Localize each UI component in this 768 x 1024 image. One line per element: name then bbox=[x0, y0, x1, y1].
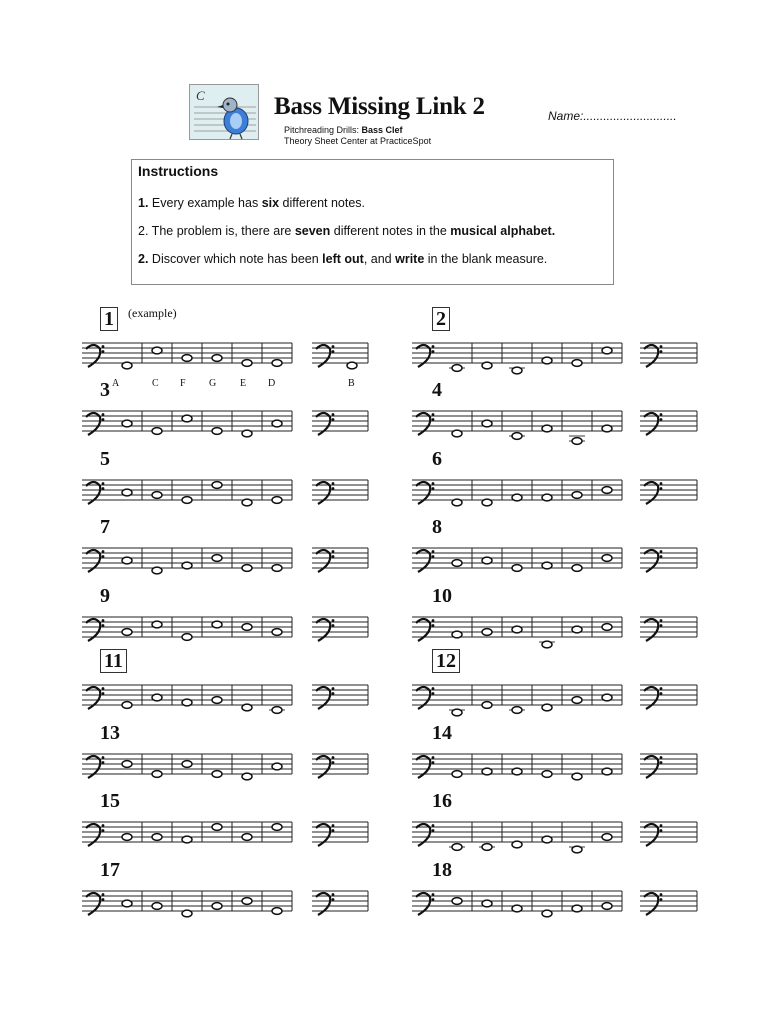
whole-note bbox=[212, 697, 222, 704]
clef-dot bbox=[432, 619, 435, 622]
whole-note bbox=[452, 430, 462, 437]
whole-note bbox=[122, 834, 132, 841]
subtitle-source: Theory Sheet Center at PracticeSpot bbox=[284, 136, 432, 146]
exercise-2 bbox=[412, 341, 697, 374]
whole-note bbox=[212, 824, 222, 831]
clef-dot bbox=[102, 624, 105, 627]
answer-letter: C bbox=[152, 378, 159, 389]
clef-dot bbox=[332, 482, 335, 485]
clef-dot bbox=[332, 555, 335, 558]
clef-dot bbox=[102, 413, 105, 416]
clef-dot bbox=[102, 418, 105, 421]
clef-dot bbox=[332, 692, 335, 695]
whole-note bbox=[602, 903, 612, 910]
whole-note bbox=[572, 697, 582, 704]
clef-dot bbox=[102, 345, 105, 348]
whole-note bbox=[452, 844, 462, 851]
whole-note bbox=[542, 562, 552, 569]
whole-note bbox=[212, 355, 222, 362]
whole-note bbox=[572, 846, 582, 853]
whole-note bbox=[182, 355, 192, 362]
clef-dot bbox=[332, 350, 335, 353]
whole-note bbox=[122, 557, 132, 564]
exercise-9 bbox=[82, 615, 368, 641]
clef-dot bbox=[432, 487, 435, 490]
whole-note bbox=[347, 362, 357, 369]
clef-dot bbox=[432, 413, 435, 416]
clef-dot bbox=[102, 350, 105, 353]
whole-note bbox=[242, 624, 252, 631]
whole-note bbox=[122, 362, 132, 369]
clef-dot bbox=[102, 550, 105, 553]
whole-note bbox=[152, 834, 162, 841]
instruction-emphasis: left out bbox=[322, 252, 364, 266]
exercise-12 bbox=[412, 683, 697, 716]
example-note: (example) bbox=[128, 306, 177, 320]
clef-dot bbox=[332, 761, 335, 764]
clef-dot bbox=[660, 824, 663, 827]
whole-note bbox=[152, 621, 162, 628]
whole-note bbox=[122, 900, 132, 907]
clef-dot bbox=[102, 898, 105, 901]
whole-note bbox=[182, 415, 192, 422]
whole-note bbox=[602, 425, 612, 432]
clef-dot bbox=[332, 756, 335, 759]
exercise-10 bbox=[412, 615, 697, 648]
whole-note bbox=[152, 771, 162, 778]
instruction-emphasis: seven bbox=[294, 224, 331, 238]
exercise-number: 18 bbox=[432, 859, 452, 881]
whole-note bbox=[272, 707, 282, 714]
page-title: Bass Missing Link 2 bbox=[274, 93, 485, 120]
whole-note bbox=[212, 555, 222, 562]
clef-dot bbox=[432, 898, 435, 901]
whole-note bbox=[182, 761, 192, 768]
clef-dot bbox=[432, 687, 435, 690]
whole-note bbox=[272, 763, 282, 770]
exercise-16 bbox=[412, 820, 697, 853]
instruction-emphasis: musical alphabet. bbox=[450, 224, 556, 238]
clef-dot bbox=[332, 624, 335, 627]
whole-note bbox=[482, 844, 492, 851]
clef-dot bbox=[102, 692, 105, 695]
instruction-emphasis: write bbox=[395, 252, 425, 266]
whole-note bbox=[212, 621, 222, 628]
whole-note bbox=[272, 824, 282, 831]
whole-note bbox=[512, 367, 522, 374]
whole-note bbox=[452, 365, 462, 372]
exercise-number: 5 bbox=[100, 448, 110, 470]
whole-note bbox=[542, 910, 552, 917]
whole-note bbox=[542, 494, 552, 501]
whole-note bbox=[572, 360, 582, 367]
whole-note bbox=[272, 497, 282, 504]
clef-dot bbox=[660, 350, 663, 353]
instruction-text: different notes in the bbox=[330, 224, 451, 238]
exercise-number: 9 bbox=[100, 585, 110, 607]
whole-note bbox=[512, 905, 522, 912]
whole-note bbox=[152, 347, 162, 354]
whole-note bbox=[452, 771, 462, 778]
whole-note bbox=[452, 631, 462, 638]
whole-note bbox=[272, 360, 282, 367]
clef-dot bbox=[332, 893, 335, 896]
whole-note bbox=[602, 694, 612, 701]
whole-note bbox=[512, 433, 522, 440]
exercise-6 bbox=[412, 478, 697, 506]
clef-dot bbox=[660, 487, 663, 490]
whole-note bbox=[182, 836, 192, 843]
clef-dot bbox=[102, 756, 105, 759]
clef-dot bbox=[102, 555, 105, 558]
whole-note bbox=[182, 699, 192, 706]
whole-note bbox=[482, 557, 492, 564]
whole-note bbox=[122, 702, 132, 709]
whole-note bbox=[212, 482, 222, 489]
clef-dot bbox=[332, 550, 335, 553]
exercise-number: 15 bbox=[100, 790, 120, 812]
whole-note bbox=[512, 841, 522, 848]
exercise-number: 17 bbox=[100, 859, 120, 881]
clef-dot bbox=[432, 624, 435, 627]
whole-note bbox=[182, 910, 192, 917]
clef-dot bbox=[432, 692, 435, 695]
exercise-number: 12 bbox=[432, 649, 460, 673]
clef-dot bbox=[660, 550, 663, 553]
whole-note bbox=[512, 707, 522, 714]
instruction-number: 2. bbox=[138, 224, 149, 238]
exercise-number: 4 bbox=[432, 379, 442, 401]
answer-letter: E bbox=[240, 378, 247, 389]
exercise-7 bbox=[82, 546, 368, 574]
whole-note bbox=[212, 428, 222, 435]
clef-dot bbox=[102, 482, 105, 485]
exercise-number: 13 bbox=[100, 722, 120, 744]
exercise-number: 3 bbox=[100, 379, 110, 401]
instruction-text: Discover which note has been bbox=[148, 252, 323, 266]
whole-note bbox=[242, 360, 252, 367]
exercise-number: 11 bbox=[100, 649, 127, 673]
exercise-5 bbox=[82, 478, 368, 506]
whole-note bbox=[242, 704, 252, 711]
answer-letter: D bbox=[268, 378, 276, 389]
clef-dot bbox=[102, 619, 105, 622]
whole-note bbox=[512, 494, 522, 501]
whole-note bbox=[542, 704, 552, 711]
whole-note bbox=[572, 773, 582, 780]
whole-note bbox=[152, 694, 162, 701]
whole-note bbox=[602, 624, 612, 631]
whole-note bbox=[272, 629, 282, 636]
whole-note bbox=[242, 430, 252, 437]
whole-note bbox=[482, 499, 492, 506]
clef-dot bbox=[332, 413, 335, 416]
instruction-text: in the blank measure. bbox=[424, 252, 548, 266]
whole-note bbox=[482, 768, 492, 775]
whole-note bbox=[572, 626, 582, 633]
clef-dot bbox=[660, 345, 663, 348]
whole-note bbox=[572, 905, 582, 912]
whole-note bbox=[452, 709, 462, 716]
whole-note bbox=[122, 629, 132, 636]
exercise-1 bbox=[82, 341, 368, 369]
exercise-15 bbox=[82, 820, 368, 846]
exercise-4 bbox=[412, 409, 697, 444]
clef-dot bbox=[660, 413, 663, 416]
whole-note bbox=[242, 898, 252, 905]
whole-note bbox=[602, 487, 612, 494]
clef-dot bbox=[432, 893, 435, 896]
exercise-number: 2 bbox=[432, 307, 450, 331]
whole-note bbox=[182, 634, 192, 641]
clef-dot bbox=[332, 418, 335, 421]
whole-note bbox=[452, 560, 462, 567]
answer-letter: A bbox=[112, 378, 120, 389]
clef-dot bbox=[660, 482, 663, 485]
clef-dot bbox=[432, 350, 435, 353]
clef-dot bbox=[332, 829, 335, 832]
whole-note bbox=[272, 420, 282, 427]
exercise-number: 8 bbox=[432, 516, 442, 538]
exercise-number: 1 bbox=[100, 307, 118, 331]
whole-note bbox=[542, 836, 552, 843]
exercise-11 bbox=[82, 683, 368, 713]
clef-dot bbox=[332, 345, 335, 348]
whole-note bbox=[572, 492, 582, 499]
instruction-text: The problem is, there are bbox=[148, 224, 295, 238]
whole-note bbox=[482, 420, 492, 427]
exercise-number: 14 bbox=[432, 722, 452, 744]
instruction-text: , and bbox=[363, 252, 396, 266]
whole-note bbox=[602, 347, 612, 354]
whole-note bbox=[152, 903, 162, 910]
whole-note bbox=[242, 773, 252, 780]
clef-dot bbox=[102, 687, 105, 690]
clef-dot bbox=[660, 624, 663, 627]
clef-dot bbox=[332, 687, 335, 690]
whole-note bbox=[512, 565, 522, 572]
clef-dot bbox=[102, 761, 105, 764]
clef-dot bbox=[102, 487, 105, 490]
name-field[interactable]: Name:............................ bbox=[548, 109, 677, 123]
clef-dot bbox=[332, 824, 335, 827]
exercise-14 bbox=[412, 752, 697, 780]
whole-note bbox=[122, 420, 132, 427]
clef-dot bbox=[102, 824, 105, 827]
clef-dot bbox=[432, 824, 435, 827]
whole-note bbox=[482, 702, 492, 709]
clef-dot bbox=[660, 619, 663, 622]
instruction-number: 1. bbox=[138, 196, 149, 210]
clef-dot bbox=[660, 418, 663, 421]
whole-note bbox=[452, 898, 462, 905]
exercise-number: 6 bbox=[432, 448, 442, 470]
whole-note bbox=[512, 768, 522, 775]
clef-dot bbox=[332, 619, 335, 622]
whole-note bbox=[122, 761, 132, 768]
clef-dot bbox=[432, 482, 435, 485]
whole-note bbox=[542, 425, 552, 432]
whole-note bbox=[182, 562, 192, 569]
answer-letter: G bbox=[209, 378, 217, 389]
instruction-number: 2. bbox=[138, 252, 149, 266]
answer-letter: B bbox=[348, 378, 355, 389]
clef-dot bbox=[432, 756, 435, 759]
logo-label: C bbox=[196, 88, 205, 103]
whole-note bbox=[272, 565, 282, 572]
whole-note bbox=[182, 497, 192, 504]
clef-dot bbox=[660, 761, 663, 764]
clef-dot bbox=[432, 345, 435, 348]
clef-dot bbox=[660, 692, 663, 695]
whole-note bbox=[542, 357, 552, 364]
whole-note bbox=[602, 768, 612, 775]
subtitle-prefix: Pitchreading Drills: bbox=[284, 125, 362, 135]
whole-note bbox=[482, 362, 492, 369]
whole-note bbox=[152, 492, 162, 499]
subtitle-clef: Bass Clef bbox=[361, 125, 403, 135]
whole-note bbox=[602, 555, 612, 562]
whole-note bbox=[272, 908, 282, 915]
whole-note bbox=[542, 641, 552, 648]
clef-dot bbox=[432, 555, 435, 558]
clef-dot bbox=[660, 555, 663, 558]
whole-note bbox=[122, 489, 132, 496]
exercise-number: 10 bbox=[432, 585, 452, 607]
exercise-17 bbox=[82, 889, 368, 917]
answer-letter: F bbox=[180, 378, 186, 389]
whole-note bbox=[242, 834, 252, 841]
clef-dot bbox=[332, 898, 335, 901]
clef-dot bbox=[660, 893, 663, 896]
whole-note bbox=[482, 629, 492, 636]
clef-dot bbox=[660, 756, 663, 759]
clef-dot bbox=[660, 829, 663, 832]
clef-dot bbox=[660, 898, 663, 901]
exercise-8 bbox=[412, 546, 697, 572]
whole-note bbox=[572, 438, 582, 445]
instructions-heading: Instructions bbox=[138, 163, 219, 179]
whole-note bbox=[152, 428, 162, 435]
instruction-emphasis: six bbox=[261, 196, 280, 210]
instruction-text: different notes. bbox=[279, 196, 366, 210]
clef-dot bbox=[102, 893, 105, 896]
whole-note bbox=[152, 567, 162, 574]
whole-note bbox=[482, 900, 492, 907]
clef-dot bbox=[432, 829, 435, 832]
instruction-text: Every example has bbox=[148, 196, 262, 210]
exercise-number: 16 bbox=[432, 790, 452, 812]
whole-note bbox=[242, 499, 252, 506]
whole-note bbox=[212, 903, 222, 910]
whole-note bbox=[602, 834, 612, 841]
clef-dot bbox=[102, 829, 105, 832]
clef-dot bbox=[432, 418, 435, 421]
whole-note bbox=[542, 771, 552, 778]
exercise-number: 7 bbox=[100, 516, 110, 538]
whole-note bbox=[572, 565, 582, 572]
whole-note bbox=[452, 499, 462, 506]
clef-dot bbox=[332, 487, 335, 490]
whole-note bbox=[512, 626, 522, 633]
clef-dot bbox=[432, 550, 435, 553]
clef-dot bbox=[660, 687, 663, 690]
exercise-18 bbox=[412, 889, 697, 917]
exercise-13 bbox=[82, 752, 368, 780]
whole-note bbox=[242, 565, 252, 572]
exercise-3 bbox=[82, 409, 368, 437]
clef-dot bbox=[432, 761, 435, 764]
whole-note bbox=[212, 771, 222, 778]
